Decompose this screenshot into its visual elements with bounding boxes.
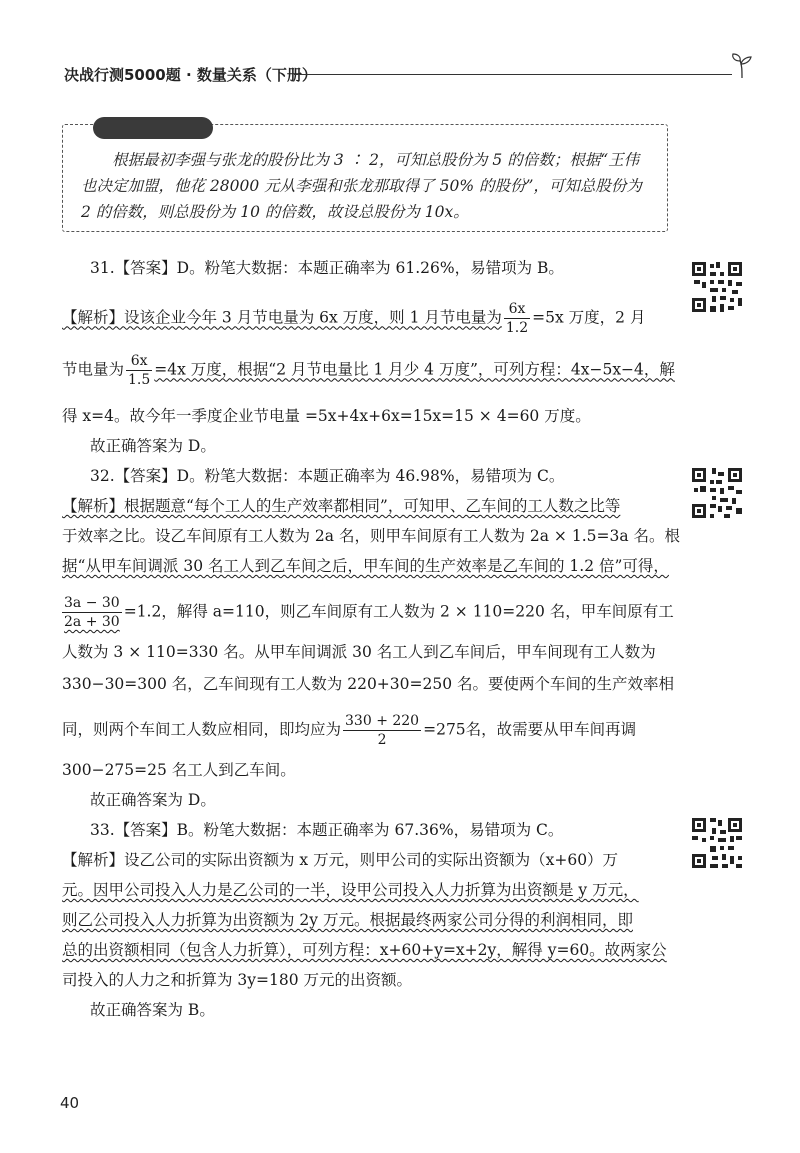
q32-analysis-line-3 xyxy=(62,554,669,576)
qr-code-icon[interactable] xyxy=(690,466,744,520)
text-run: 节电量为 xyxy=(62,360,125,379)
tip-box xyxy=(62,124,668,232)
q33-analysis-line-4 xyxy=(62,938,666,960)
qr-code-icon[interactable] xyxy=(690,260,744,314)
text-run: =275名，故需要从甲车间再调 xyxy=(423,720,637,739)
text-run: 则乙公司投入人力折算为出资额为 2y 万元。根据最终两家公司分得的利润相同，即 xyxy=(62,911,633,929)
q31-conclusion: 故正确答案为 D。 xyxy=(90,437,216,455)
q32-analysis-line-1 xyxy=(62,494,666,516)
fraction-6x-1.5 xyxy=(126,352,152,389)
q33-analysis-line-2 xyxy=(62,878,666,900)
fraction-6x-1.2 xyxy=(504,300,530,337)
q33-analysis-line-3 xyxy=(62,908,666,930)
q33-answer-line: 33.【答案】B。粉笔大数据：本题正确率为 67.36%，易错项为 C。 xyxy=(90,821,564,839)
fraction-numerator: 6x xyxy=(126,352,152,371)
fraction-330+220-over-2 xyxy=(343,712,421,749)
fraction-denominator: 2a + 30 xyxy=(64,614,120,630)
fraction-denominator: 2 xyxy=(377,732,387,748)
text-run: =1.2，解得 a=110，则乙车间原有工人数为 2 × 110=220 名，甲车间原有工 xyxy=(123,602,674,621)
q33-analysis-line-5: 司投入的人力之和折算为 3y=180 万元的出资额。 xyxy=(62,971,413,989)
text-run: 据“从甲车间调派 30 名工人到乙车间之后，甲车间的生产效率是乙车间的 1.2 倍”可得， xyxy=(62,557,669,575)
header-rule xyxy=(294,74,732,75)
q32-answer-line: 32.【答案】D。粉笔大数据：本题正确率为 46.98%，易错项为 C。 xyxy=(90,467,565,485)
q32-analysis-line-6: 330−30=300 名，乙车间现有工人数为 220+30=250 名。要使两个车间的生产效率相 xyxy=(62,675,675,693)
q32-analysis-line-4 xyxy=(62,594,674,631)
text-run: =5x 万度，2 月 xyxy=(532,308,646,327)
q32-analysis-line-7 xyxy=(62,712,666,749)
q31-analysis-line-2 xyxy=(62,352,675,389)
text-run: =4x 万度，根据“2 月节电量比 1 月少 4 万度”，可列方程：4x−5x−4，解 xyxy=(154,360,675,379)
q33-analysis-line-1: 【解析】设乙公司的实际出资额为 x 万元，则甲公司的实际出资额为（x+60）万 xyxy=(62,851,619,869)
book-title: 决战行测5000题 · 数量关系（下册） xyxy=(64,66,317,84)
page-number: 40 xyxy=(60,1094,80,1112)
tip-badge xyxy=(93,117,213,139)
q31-answer-line: 31.【答案】D。粉笔大数据：本题正确率为 61.26%，易错项为 B。 xyxy=(90,259,564,277)
q31-analysis-line-3: 得 x=4。故今年一季度企业节电量 =5x+4x+6x=15x=15 × 4=60 万度。 xyxy=(62,407,591,425)
text-run: 于效率之比。设乙车间原有工人数为 2a 名，则甲车间原有工人数为 2a × 1.5=3a 名。根 xyxy=(62,527,680,545)
fraction-3a-30-over-2a+30 xyxy=(62,594,122,631)
text-run: 【解析】设该企业今年 3 月节电量为 6x 万度，则 1 月节电量为 xyxy=(62,308,502,327)
fraction-numerator: 330 + 220 xyxy=(345,713,420,729)
fraction-denominator: 1.2 xyxy=(505,320,529,336)
q31-analysis-line-1 xyxy=(62,300,666,337)
fraction-numerator: 3a − 30 xyxy=(64,595,120,611)
fraction-denominator: 1.5 xyxy=(128,372,151,388)
text-run: 总的出资额相同（包含人力折算），可列方程：x+60+y=x+2y，解得 y=60。故两家公 xyxy=(62,941,667,959)
q32-analysis-line-5: 人数为 3 × 110=330 名。从甲车间调派 30 名工人到乙车间后，甲车间现有工人数为 xyxy=(62,643,656,661)
text-run: 同，则两个车间工人数应相同，即均应为 xyxy=(62,720,342,739)
sprout-icon xyxy=(730,52,754,78)
text-run: 【解析】根据题意“每个工人的生产效率都相同”，可知甲、乙车间的工人数之比等 xyxy=(62,497,621,515)
fraction-numerator: 6x xyxy=(504,300,530,319)
q32-analysis-line-8: 300−275=25 名工人到乙车间。 xyxy=(62,761,296,779)
text-run: 元。因甲公司投入人力是乙公司的一半，设甲公司投入人力折算为出资额是 y 万元， xyxy=(62,881,639,899)
running-header xyxy=(64,62,754,88)
q33-conclusion: 故正确答案为 B。 xyxy=(90,1001,215,1019)
tip-text: 根据最初李强与张龙的股份比为 3 ∶ 2，可知总股份为 5 的倍数；根据“王伟也决定加盟，他花 28000 元从李强和张龙那取得了 50% 的股份”，可知总股份为 2 的倍数，则总股份为 10 的倍数，故设总股份为 10x。 xyxy=(81,151,642,221)
q32-conclusion: 故正确答案为 D。 xyxy=(90,791,216,809)
qr-code-icon[interactable] xyxy=(690,816,744,870)
q32-analysis-line-2 xyxy=(62,524,680,546)
